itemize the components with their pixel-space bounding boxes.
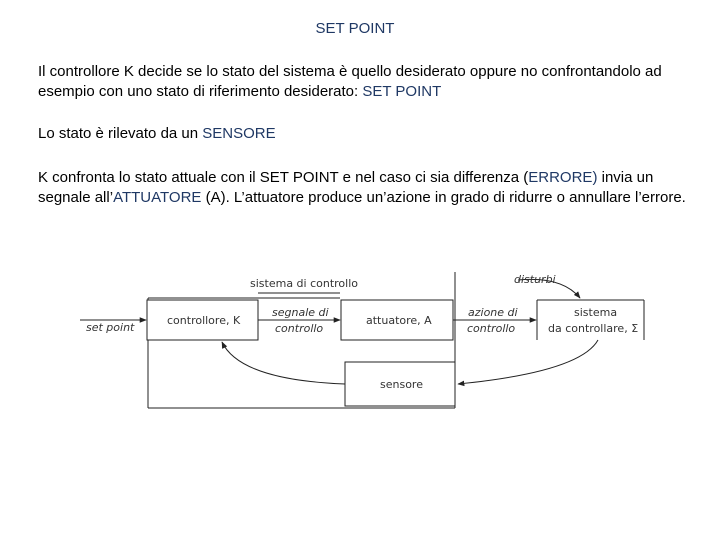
sistema-label-line1: sistema	[574, 306, 618, 319]
sistema-label-line2: da controllare, Σ	[548, 322, 639, 335]
paragraph-3-part3: (A). L’attuatore produce un’azione in grado di ridurre o annullare l’errore.	[201, 189, 686, 206]
sistema-di-controllo-label: sistema di controllo	[250, 277, 359, 290]
paragraph-3-part2: invia un segnale all’	[38, 169, 654, 206]
errore-highlight: ERRORE)	[528, 169, 598, 186]
attuatore-highlight: ATTUATORE	[113, 189, 202, 206]
segnale-label-line2: controllo	[275, 322, 324, 335]
sensore-highlight: SENSORE	[202, 125, 276, 142]
controllore-label: controllore, K	[167, 314, 241, 327]
attuatore-label: attuatore, A	[366, 314, 432, 327]
set-point-highlight: SET POINT	[362, 83, 442, 100]
set-point-label: set point	[86, 321, 135, 334]
feedback-arrow-to-sensore	[458, 340, 598, 384]
azione-label-line2: controllo	[467, 322, 516, 335]
paragraph-2-text: Lo stato è rilevato da un	[38, 125, 203, 142]
page-title: SET POINT	[315, 20, 395, 37]
paragraph-3-part1: K confronta lo stato attuale con il SET POINT e nel caso ci sia differenza (	[38, 169, 529, 186]
segnale-label-line1: segnale di	[272, 306, 329, 319]
azione-label-line1: azione di	[468, 306, 518, 319]
disturbi-label: disturbi	[514, 273, 556, 286]
paragraph-1-text: Il controllore K decide se lo stato del sistema è quello desiderato oppure no confrontandolo ad esempio con uno stato di riferimento desiderato:	[38, 63, 662, 100]
feedback-arrow-to-controllore	[222, 342, 345, 384]
sensore-label: sensore	[380, 378, 423, 391]
